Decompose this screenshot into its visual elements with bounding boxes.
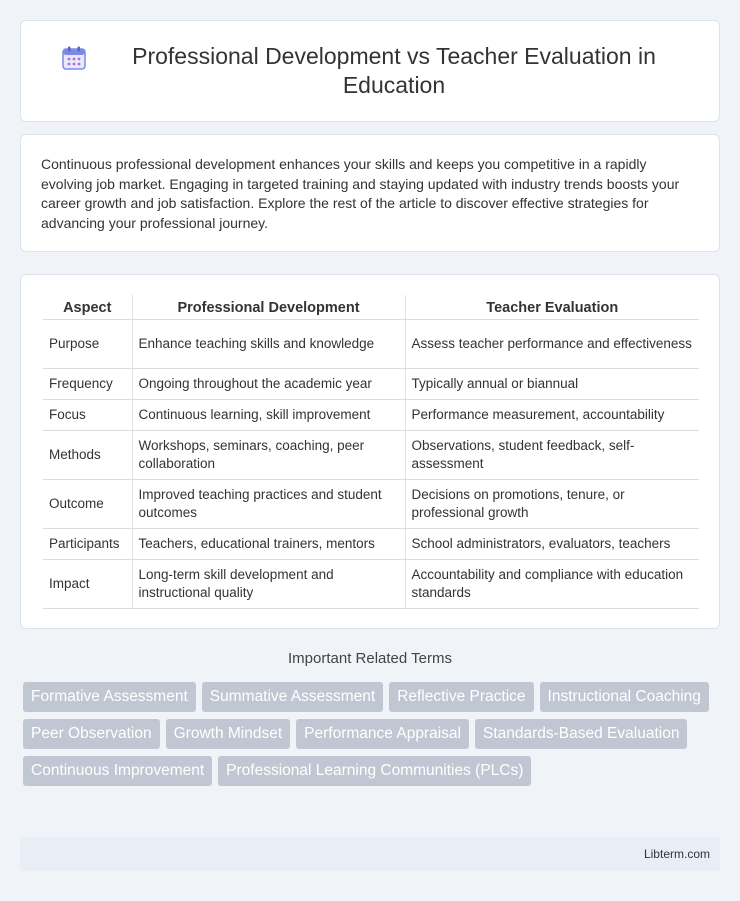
cell-teacher-evaluation: Observations, student feedback, self-assessment	[405, 431, 699, 480]
column-header-teacher-evaluation: Teacher Evaluation	[405, 295, 699, 320]
cell-aspect: Methods	[43, 431, 132, 480]
related-term-tag[interactable]: Performance Appraisal	[296, 719, 469, 749]
comparison-card	[20, 274, 720, 629]
column-header-aspect: Aspect	[43, 295, 132, 320]
related-terms-list	[23, 682, 713, 786]
related-term-tag[interactable]: Continuous Improvement	[23, 756, 212, 786]
cell-teacher-evaluation: Typically annual or biannual	[405, 369, 699, 400]
table-row	[43, 431, 699, 480]
table-row	[43, 529, 699, 560]
cell-aspect: Frequency	[43, 369, 132, 400]
related-term-tag[interactable]: Growth Mindset	[166, 719, 291, 749]
related-terms-title: Important Related Terms	[288, 650, 452, 667]
comparison-table	[43, 295, 699, 609]
table-row	[43, 480, 699, 529]
footer	[20, 837, 720, 871]
cell-professional-development: Teachers, educational trainers, mentors	[132, 529, 405, 560]
cell-professional-development: Long-term skill development and instructional quality	[132, 560, 405, 609]
cell-professional-development: Workshops, seminars, coaching, peer collaboration	[132, 431, 405, 480]
related-term-tag[interactable]: Instructional Coaching	[540, 682, 709, 712]
intro-paragraph: Continuous professional development enhances your skills and keeps you competitive in a rapidly evolving job market. Engaging in targeted training and staying updated with industry trends boosts your career growth and job satisfaction. Explore the rest of the article to discover effective strategies for advancing your professional journey.	[41, 156, 680, 231]
page-title: Professional Development vs Teacher Evaluation in Education	[132, 43, 656, 98]
cell-teacher-evaluation: Performance measurement, accountability	[405, 400, 699, 431]
related-term-tag[interactable]: Standards-Based Evaluation	[475, 719, 687, 749]
cell-professional-development: Continuous learning, skill improvement	[132, 400, 405, 431]
cell-aspect: Impact	[43, 560, 132, 609]
footer-site-link[interactable]: Libterm.com	[643, 847, 710, 861]
related-term-tag[interactable]: Summative Assessment	[202, 682, 383, 712]
cell-teacher-evaluation: Accountability and compliance with education standards	[405, 560, 699, 609]
table-header-row	[43, 295, 699, 320]
intro-card	[20, 134, 720, 252]
cell-teacher-evaluation: School administrators, evaluators, teachers	[405, 529, 699, 560]
cell-teacher-evaluation: Decisions on promotions, tenure, or professional growth	[405, 480, 699, 529]
cell-aspect: Participants	[43, 529, 132, 560]
column-header-professional-development: Professional Development	[132, 295, 405, 320]
cell-aspect: Outcome	[43, 480, 132, 529]
related-term-tag[interactable]: Professional Learning Communities (PLCs)	[218, 756, 531, 786]
table-row	[43, 400, 699, 431]
related-term-tag[interactable]: Reflective Practice	[389, 682, 533, 712]
cell-aspect: Purpose	[43, 320, 132, 369]
header-card	[20, 20, 720, 122]
cell-professional-development: Ongoing throughout the academic year	[132, 369, 405, 400]
related-term-tag[interactable]: Formative Assessment	[23, 682, 196, 712]
calendar-icon	[61, 45, 87, 71]
cell-teacher-evaluation: Assess teacher performance and effectiveness	[405, 320, 699, 369]
table-row	[43, 320, 699, 369]
related-term-tag[interactable]: Peer Observation	[23, 719, 160, 749]
table-row	[43, 560, 699, 609]
cell-aspect: Focus	[43, 400, 132, 431]
cell-professional-development: Enhance teaching skills and knowledge	[132, 320, 405, 369]
cell-professional-development: Improved teaching practices and student outcomes	[132, 480, 405, 529]
table-row	[43, 369, 699, 400]
